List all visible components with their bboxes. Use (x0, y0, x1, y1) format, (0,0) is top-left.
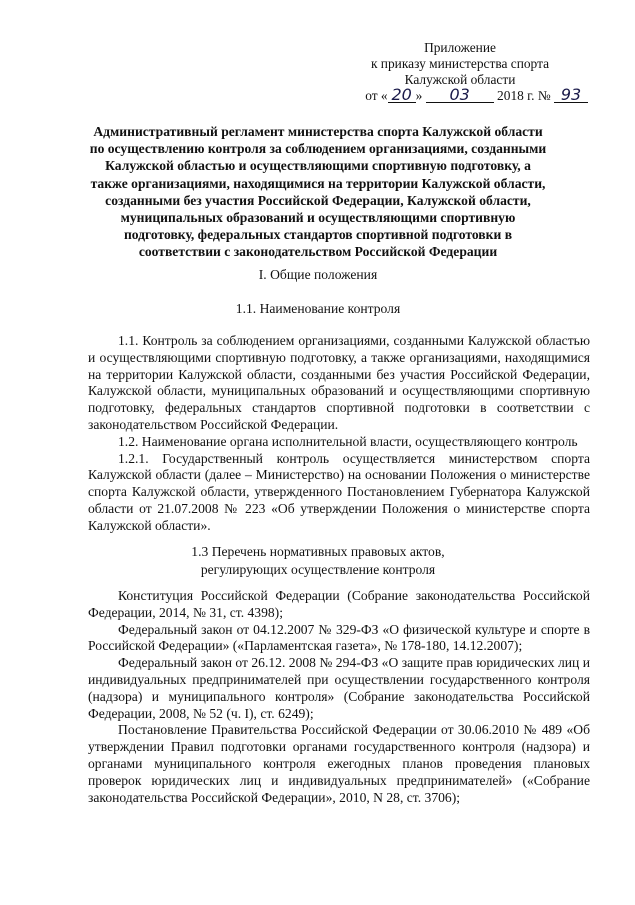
paragraph: Федеральный закон от 26.12. 2008 № 294-ФЗ «О защите прав юридических лиц и индивидуальных предпринимателей при осуществлении государственного контроля (надзора) и муниципального контроля» (Собрание законодательства Российской Федерации, 2008, № 52 (ч. I), ст. 6249); (88, 655, 590, 721)
paragraph: Постановление Правительства Российской Федерации от 30.06.2010 № 489 «Об утверждении Правил подготовки органами государственного контроля (надзора) и органами муниципального контроля ежегодных планов проведения плановых проверок юридических лиц и индивидуальных предпринимателей» («Собрание законодательства Российской Федерации», 2010, N 28, ст. 3706); (88, 722, 590, 805)
order-date-line (340, 85, 588, 104)
section1-body (88, 333, 590, 535)
subsection-heading: 1.1. Наименование контроля (235, 301, 401, 316)
paragraph: 1.2. Наименование органа исполнительной власти, осуществляющего контроль (118, 433, 578, 449)
date-mid: » (415, 88, 423, 103)
paragraph: Федеральный закон от 04.12.2007 № 329-ФЗ «О физической культуре и спорте в Российской Федерации» («Парламентская газета», № 178-180, 14.12.2007); (88, 621, 590, 654)
paragraph: 1.1. Контроль за соблюдением организациями, созданными Калужской областью и осуществляющими спортивную подготовку, а также организациями, находящимися на территории Калужской области, созданными без участия Российской Федерации, Калужской области, муниципальных образований и осуществляющими спортивную подготовку, федеральных стандартов спортивной подготовки в соответствии с законодательством Российской Федерации. (88, 333, 590, 432)
handwritten-number: 93 (560, 85, 582, 104)
paragraph: 1.2.1. Государственный контроль осуществляется министерством спорта Калужской области (далее – Министерство) на основании Положения о министерстве спорта Калужской области, утвержденного Постановлением Губернатора Калужской области от 21.07.2008 № 223 «Об утверждении Положения о министерстве спорта Калужской области». (88, 450, 590, 533)
date-prefix: от « (365, 88, 388, 103)
section-heading: I. Общие положения (258, 267, 378, 282)
section13-heading-line1: 1.3 Перечень нормативных правовых актов, (191, 544, 445, 559)
appendix-order-ref: к приказу министерства спорта (370, 56, 550, 71)
appendix-block (340, 40, 580, 104)
handwritten-month: 03 (449, 85, 470, 104)
document-title: Административный регламент министерства спорта Калужской области по осуществлению контроля за соблюдением организациями, созданными Калужской областью и осуществляющими спортивную подготовку, а также организациями, находящимися на территории Калужской области, созданными без участия Российской Федерации, Калужской области, муниципальных образований и осуществляющими спортивную подготовку, федеральных стандартов спортивной подготовки в соответствии с законодательством Российской Федерации (89, 124, 547, 260)
section13-heading-line2: регулирующих осуществление контроля (200, 561, 436, 577)
appendix-region: Калужской области (404, 72, 516, 87)
handwritten-day: 20 (391, 85, 412, 104)
year-text: 2018 г. № (497, 88, 551, 103)
date-day-field (388, 85, 416, 104)
order-number-field (554, 85, 588, 104)
section13-heading (88, 543, 548, 578)
date-month-field (426, 85, 494, 104)
appendix-label: Приложение (424, 40, 496, 55)
paragraph: Конституция Российской Федерации (Собрание законодательства Российской Федерации, 2014, № 31, ст. 4398); (88, 588, 590, 620)
section13-body (88, 588, 590, 806)
